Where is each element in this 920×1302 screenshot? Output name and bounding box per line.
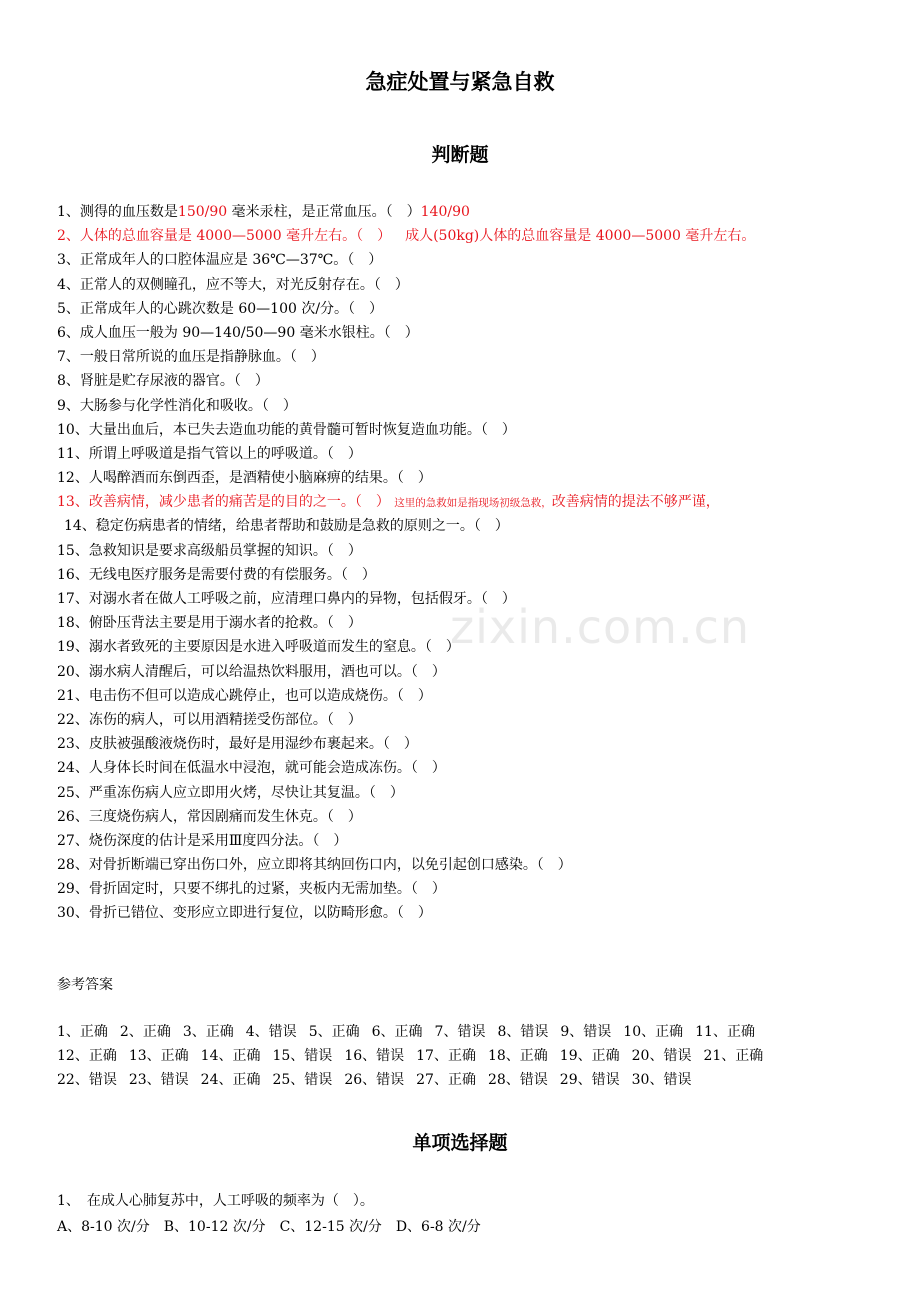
question-7: 7、一般日常所说的血压是指静脉血。（ ） xyxy=(57,349,325,366)
answer-item: 3、正确 xyxy=(182,1024,234,1040)
answer-item: 30、错误 xyxy=(631,1072,692,1089)
answer-item: 22、错误 xyxy=(57,1072,117,1089)
question-12: 12、人喝醉酒而东倒西歪，是酒精使小脑麻痹的结果。（ ） xyxy=(57,470,432,487)
question-3: 3、正常成年人的口腔体温应是 36℃—37℃。（ ） xyxy=(57,252,383,269)
answer-item: 8、错误 xyxy=(497,1024,549,1040)
question-17: 17、对溺水者在做人工呼吸之前，应清理口鼻内的异物，包括假牙。（ ） xyxy=(57,591,516,607)
correction-note: 140/90 xyxy=(420,204,470,220)
question-text-tail: 毫米汞柱，是正常血压。（ ） xyxy=(231,204,421,220)
correction-note-small: 这里的急救如是指现场初级急救， xyxy=(394,497,552,510)
question-text: 13、改善病情，减少患者的痛苦是的目的之一。（ ） xyxy=(57,494,390,511)
answer-item: 19、正确 xyxy=(559,1048,620,1065)
answer-item: 28、错误 xyxy=(487,1072,548,1089)
answer-item: 11、正确 xyxy=(695,1024,755,1040)
answer-item: 17、正确 xyxy=(416,1048,476,1065)
question-text: 1、 在成人心肺复苏中，人工呼吸的频率为（ ）。 xyxy=(57,1193,374,1209)
answer-item: 5、正确 xyxy=(308,1024,360,1040)
answer-item: 7、错误 xyxy=(434,1024,486,1040)
answer-item: 4、错误 xyxy=(245,1024,297,1040)
question-6: 6、成人血压一般为 90—140/50—90 毫米水银柱。（ ） xyxy=(57,324,419,341)
option-c: C、12-15 次/分 xyxy=(279,1219,382,1235)
question-23: 23、皮肤被强酸液烧伤时，最好是用湿纱布裹起来。（ ） xyxy=(57,736,418,753)
question-1 xyxy=(57,200,907,224)
answer-item: 24、正确 xyxy=(200,1072,261,1089)
highlighted-value: 150/90 xyxy=(177,204,228,220)
question-8: 8、肾脏是贮存尿液的器官。（ ） xyxy=(57,373,269,390)
question-9: 9、大肠参与化学性消化和吸收。（ ） xyxy=(57,397,297,414)
single-choice-heading: 单项选择题 xyxy=(412,1132,508,1154)
correction-note: 改善病情的提法不够严谨， xyxy=(551,494,720,511)
answer-item: 16、错误 xyxy=(344,1048,405,1065)
question-text: 1、测得的血压数是 xyxy=(57,204,178,220)
question-10: 10、大量出血后，本已失去造血功能的黄骨髓可暂时恢复造血功能。（ ） xyxy=(57,421,516,438)
answer-key-label: 参考答案 xyxy=(57,977,113,993)
answer-item: 20、错误 xyxy=(631,1048,692,1065)
answer-item: 9、错误 xyxy=(560,1024,612,1040)
answer-row xyxy=(57,1044,907,1068)
question-21: 21、电击伤不但可以造成心跳停止，也可以造成烧伤。（ ） xyxy=(57,687,432,704)
question-5: 5、正常成年人的心跳次数是 60—100 次/分。（ ） xyxy=(57,300,384,317)
answer-item: 14、正确 xyxy=(200,1048,261,1065)
options-row xyxy=(57,1214,907,1240)
question-26: 26、三度烧伤病人，常因剧痛而发生休克。（ ） xyxy=(57,808,362,825)
question-22: 22、冻伤的病人，可以用酒精搓受伤部位。（ ） xyxy=(57,711,362,728)
watermark: zixin.com.cn xyxy=(450,600,751,654)
question-13 xyxy=(57,490,907,514)
answer-item: 2、正确 xyxy=(119,1024,171,1040)
correction-note: 成人(50kg)人体的总血容量是 4000—5000 毫升左右。 xyxy=(405,228,756,245)
question-24: 24、人身体长时间在低温水中浸泡，就可能会造成冻伤。（ ） xyxy=(57,760,446,777)
answer-item: 27、正确 xyxy=(416,1072,476,1089)
single-choice-question-1 xyxy=(57,1188,907,1240)
answer-item: 18、正确 xyxy=(487,1048,548,1065)
answer-item: 15、错误 xyxy=(272,1048,333,1065)
option-d: D、6-8 次/分 xyxy=(395,1219,481,1235)
question-19: 19、溺水者致死的主要原因是水进入呼吸道而发生的窒息。（ ） xyxy=(57,639,460,656)
answer-item: 1、正确 xyxy=(57,1024,108,1040)
answer-item: 25、错误 xyxy=(272,1072,333,1089)
question-30: 30、骨折已错位、变形应立即进行复位，以防畸形愈。（ ） xyxy=(57,905,432,922)
question-27: 27、烧伤深度的估计是采用Ⅲ度四分法。（ ） xyxy=(57,832,348,849)
question-25: 25、严重冻伤病人应立即用火烤，尽快让其复温。（ ） xyxy=(57,784,404,801)
option-b: B、10-12 次/分 xyxy=(163,1219,266,1235)
option-a: A、8-10 次/分 xyxy=(57,1219,150,1235)
question-4: 4、正常人的双侧瞳孔，应不等大，对光反射存在。（ ） xyxy=(57,276,409,293)
answer-item: 21、正确 xyxy=(703,1048,764,1065)
answer-item: 23、错误 xyxy=(128,1072,189,1089)
answer-row xyxy=(57,1068,907,1092)
answer-item: 13、正确 xyxy=(128,1048,189,1065)
document-title: 急症处置与紧急自救 xyxy=(365,70,555,94)
answer-item: 10、正确 xyxy=(623,1024,684,1040)
question-2 xyxy=(57,224,907,248)
question-28: 28、对骨折断端已穿出伤口外，应立即将其纳回伤口内，以免引起创口感染。（ ） xyxy=(57,857,572,874)
question-18: 18、俯卧压背法主要是用于溺水者的抢救。（ ） xyxy=(57,615,362,632)
question-11: 11、所谓上呼吸道是指气管以上的呼吸道。（ ） xyxy=(57,445,362,462)
answer-row xyxy=(57,1020,907,1044)
question-29: 29、骨折固定时，只要不绑扎的过紧，夹板内无需加垫。（ ） xyxy=(57,881,446,898)
answer-key xyxy=(57,1020,907,1093)
question-14: 14、稳定伤病患者的情绪，给患者帮助和鼓励是急救的原则之一。（ ） xyxy=(64,518,509,535)
answer-item: 26、错误 xyxy=(344,1072,405,1089)
question-20: 20、溺水病人清醒后，可以给温热饮料服用，酒也可以。（ ） xyxy=(57,663,446,680)
answer-item: 12、正确 xyxy=(57,1048,117,1065)
question-text: 2、人体的总血容量是 4000—5000 毫升左右。（ ） xyxy=(57,228,392,245)
question-15: 15、急救知识是要求高级船员掌握的知识。（ ） xyxy=(57,542,362,559)
true-false-questions xyxy=(57,200,907,926)
answer-item: 29、错误 xyxy=(559,1072,620,1089)
question-16: 16、无线电医疗服务是需要付费的有偿服务。（ ） xyxy=(57,566,376,583)
answer-item: 6、正确 xyxy=(371,1024,423,1040)
true-false-heading: 判断题 xyxy=(431,144,489,166)
